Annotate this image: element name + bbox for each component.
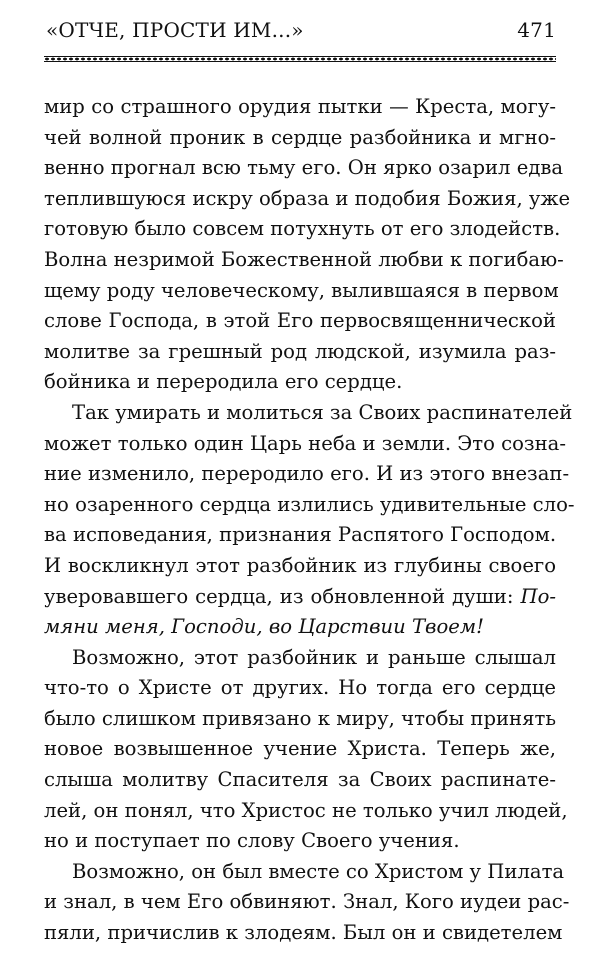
text-line: Так умирать и молиться за Своих распинателей	[72, 400, 573, 424]
text-line: ние изменило, переродило его. И из этого внезап-	[44, 462, 570, 486]
running-title: «ОТЧЕ, ПРОСТИ ИМ...»	[46, 18, 304, 42]
italic-quote: меня, Господи, во Царствии Твоем!	[104, 615, 484, 639]
text-segment: уверовавшего сердца, из обновленной души:	[44, 584, 514, 608]
text-line: И воскликнул этот разбойник из глубины своего	[44, 553, 556, 577]
paragraph	[44, 643, 568, 857]
text-line: может только один Царь неба и земли. Это созна-	[44, 431, 566, 455]
text-line: слыша молитву Спасителя за Своих распинате-	[44, 768, 556, 792]
text-line: но озаренного сердца излились удивительные сло-	[44, 492, 575, 516]
text-line: и знал, в чем Его обвиняют. Знал, Кого иудеи рас-	[44, 890, 570, 914]
book-page	[44, 0, 575, 971]
paragraph	[44, 92, 571, 398]
italic-quote: По-	[520, 584, 556, 608]
text-line: слове Господа, в этой Его первосвященнической	[44, 309, 556, 333]
text-line: мир со страшного орудия пытки — Креста, могу-	[44, 95, 556, 118]
text-line: щему роду человеческому, вылившаяся в первом	[44, 278, 559, 302]
paragraph	[44, 398, 575, 643]
text-line: Волна незримой Божественной любви к погибаю-	[44, 247, 564, 271]
text-line: ва исповедания, признания Распятого Господом.	[44, 523, 557, 547]
text-line: новое возвышенное учение Христа. Теперь же,	[44, 737, 556, 761]
text-line: венно прогнал всю тьму его. Он ярко озарил едва	[44, 156, 564, 180]
text-line: было слишком привязано к миру, чтобы принять	[44, 706, 556, 730]
text-line: лей, он понял, что Христос не только учил людей,	[44, 798, 568, 822]
running-head	[44, 18, 556, 48]
page-number: 471	[517, 18, 556, 42]
text-line: бойника и переродила его сердце.	[44, 370, 403, 394]
body-text	[44, 92, 575, 949]
text-line: Возможно, он был вместе со Христом у Пилата	[72, 859, 565, 883]
text-line	[44, 582, 556, 613]
text-line: что-то о Христе от других. Но тогда его сердце	[44, 676, 556, 700]
text-line: молитве за грешный род людской, изумила раз-	[44, 339, 556, 363]
text-line: пяли, причислив к злодеям. Был он и свидетелем	[44, 921, 563, 945]
text-line: Возможно, этот разбойник и раньше слышал	[72, 645, 556, 669]
paragraph	[44, 857, 570, 949]
text-line: чей волной проник в сердце разбойника и мгно-	[44, 125, 556, 149]
text-line: теплившуюся искру образа и подобия Божия, уже	[44, 186, 571, 210]
text-line: готовую было совсем потухнуть от его злодейств.	[44, 217, 561, 241]
text-line: но и поступает по слову Своего учения.	[44, 829, 460, 853]
ornamental-rule	[44, 56, 556, 62]
italic-quote: мяни	[44, 615, 99, 639]
text-line	[44, 612, 556, 643]
